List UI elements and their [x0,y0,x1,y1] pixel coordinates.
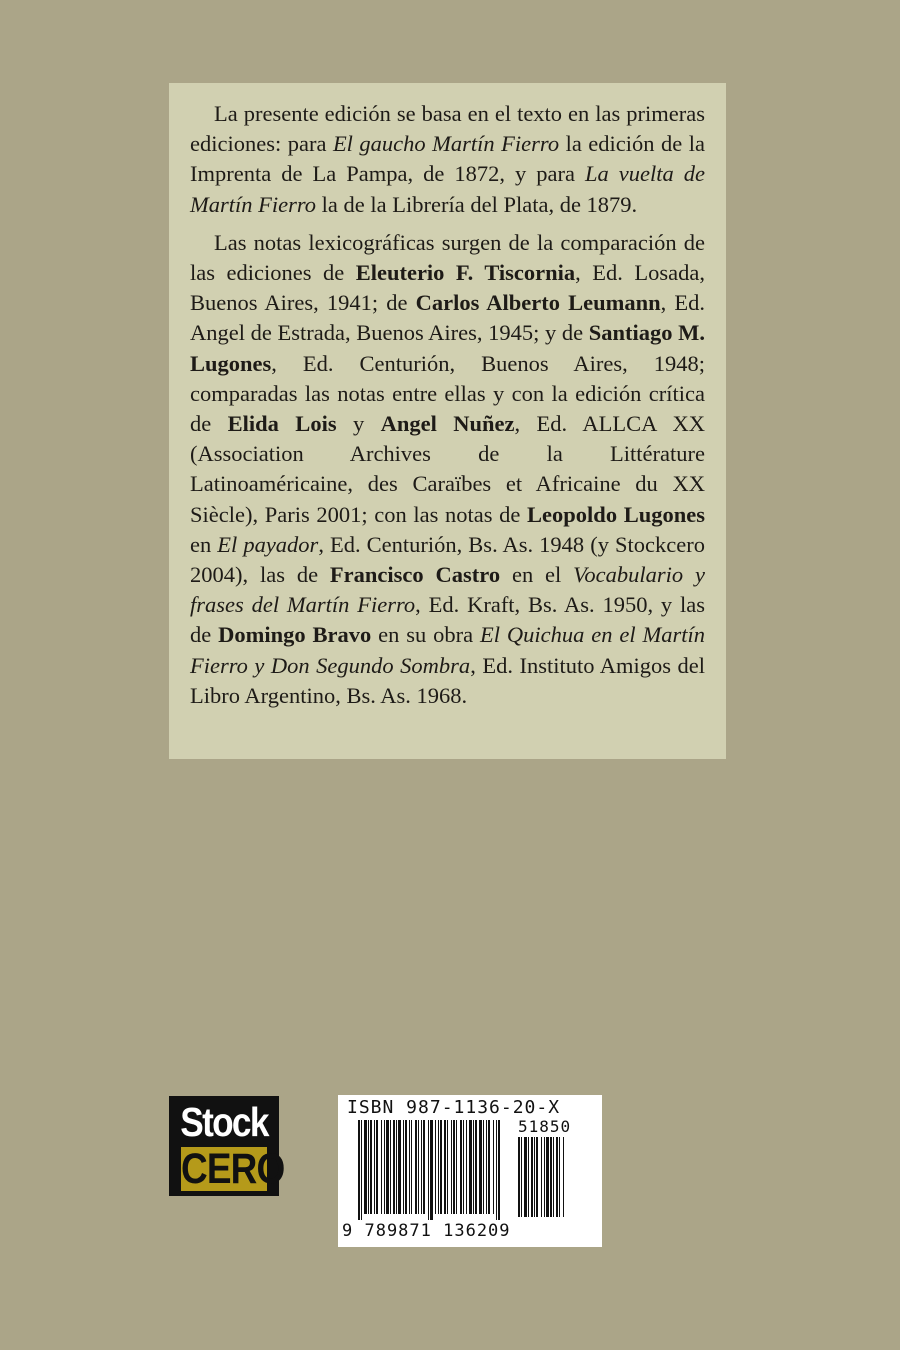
text-run: , Ed. Centurión, Bs. As. 1948 (y Stockcero 2004), las de [190,531,705,588]
text-run: en el [500,562,574,588]
text-run: en [190,531,218,557]
text-run: La vuelta de Martín Fierro [190,161,705,217]
text-run: El Quichua en el Martín Fierro y Don Segundo Sombra [190,622,705,678]
barcode-addon-digits: 51850 [518,1117,572,1136]
text-run: Santiago M. Lugones [190,320,705,376]
text-run: , Ed. Kraft, Bs. As. 1950, y las de [190,592,705,648]
text-run: El gaucho Martín Fierro [332,131,560,157]
logo-top-word: Stock [180,1099,268,1145]
stockcero-logo [169,1096,285,1196]
text-run: Vocabulario y frases del Martín Fierro [190,562,705,618]
isbn-barcode [338,1095,602,1247]
ean-digits: 9 789871 136209 [342,1221,511,1241]
text-run: Las notas lexicográficas surgen de la comparación de las ediciones de [190,229,705,286]
text-run: , Ed. Losada, Buenos Aires, 1941; de [190,260,706,316]
text-run: Elida Lois [227,411,337,437]
text-run: Angel Nuñez [380,411,515,437]
text-run: La presente edición se basa en el texto en las primeras ediciones: para [190,101,705,157]
barcode-addon-bars [518,1137,596,1219]
text-run: y [336,411,381,437]
barcode-main-bars [358,1120,508,1220]
text-run: El payador [217,531,319,557]
text-run: Domingo Bravo [218,622,372,648]
paragraph-2 [190,228,705,711]
text-run: Carlos Alberto Leumann [415,290,661,316]
text-run: la edición de la Imprenta de La Pampa, de 1872, y para [190,131,705,187]
text-run: Leopoldo Lugones [527,501,705,527]
paragraph-1 [190,99,705,220]
text-run: la de la Librería del Plata, de 1879. [316,191,638,217]
text-run: en su obra [371,622,481,648]
text-panel [169,83,726,759]
logo-bottom-word: CERO [181,1145,285,1193]
text-run: Eleuterio F. Tiscornia [355,260,576,286]
text-run: , Ed. Centurión, Buenos Aires, 1948; comparadas las notas entre ellas y con la edición crítica de [190,350,705,437]
isbn-label: ISBN 987-1136-20-X [347,1097,561,1118]
text-run: , Ed. ALLCA XX (Association Archives de la Littérature Latinoaméricaine, des Caraïbes et Africaine du XX Siècle), Paris 2001; con las notas de [190,411,705,527]
text-run: , Ed. Instituto Amigos del Libro Argentino, Bs. As. 1968. [190,652,705,708]
text-run: , Ed. Angel de Estrada, Buenos Aires, 1945; y de [190,290,705,346]
text-run: Francisco Castro [329,562,501,588]
